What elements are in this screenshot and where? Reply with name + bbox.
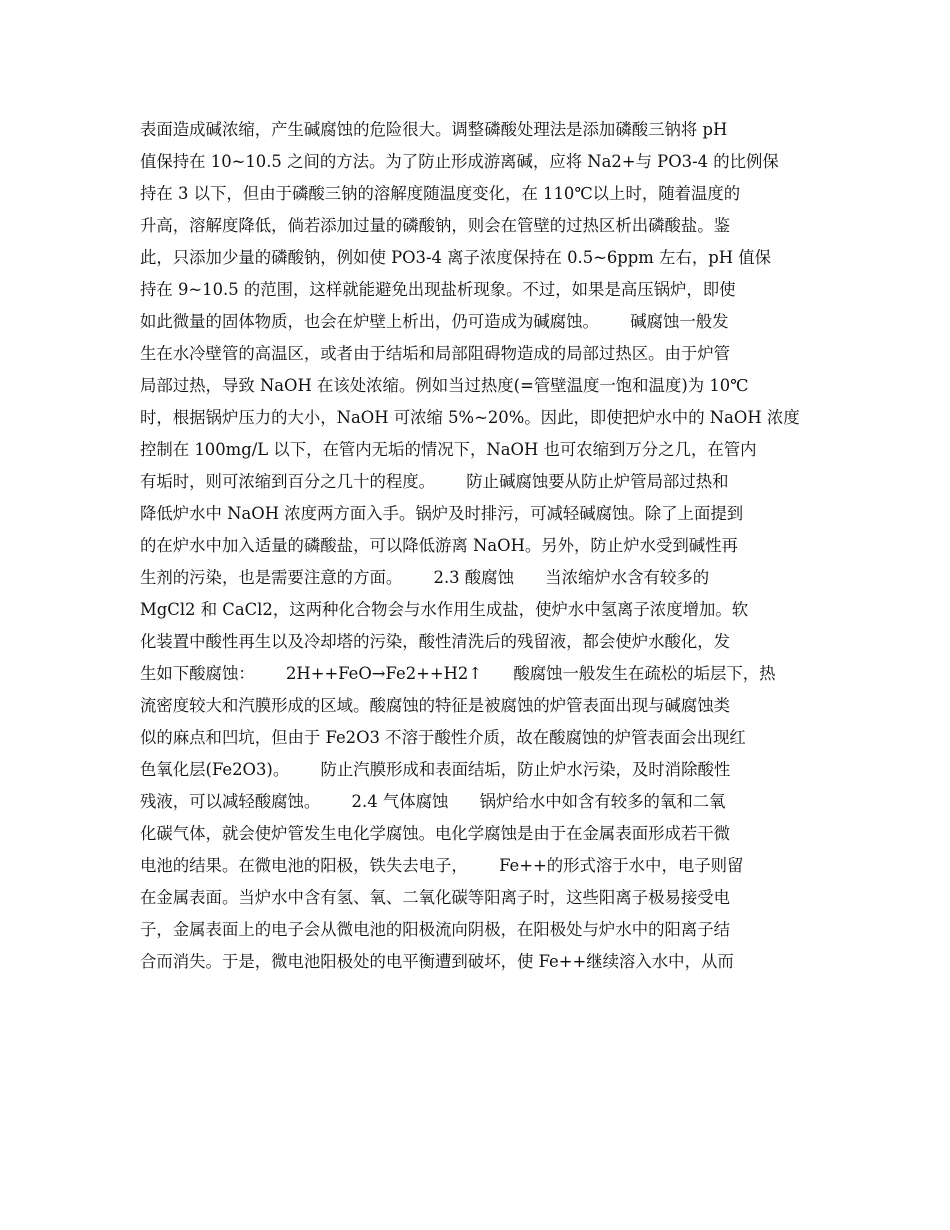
text-line: 的在炉水中加入适量的磷酸盐，可以降低游离 NaOH。另外，防止炉水受到碱性再 <box>140 536 738 555</box>
text-line: 表面造成碱浓缩，产生碱腐蚀的危险很大。调整磷酸处理法是添加磷酸三钠将 pH <box>140 120 728 139</box>
text-line: 电池的结果。在微电池的阳极，铁失去电子， Fe++的形式溶于水中，电子则留 <box>140 856 744 875</box>
text-line: 化碳气体，就会使炉管发生电化学腐蚀。电化学腐蚀是由于在金属表面形成若干微 <box>140 824 731 843</box>
text-line: MgCl2 和 CaCl2，这两种化合物会与水作用生成盐，使炉水中氢离子浓度增加。软 <box>140 600 749 619</box>
text-line: 生剂的污染，也是需要注意的方面。 2.3 酸腐蚀 当浓缩炉水含有较多的 <box>140 568 710 587</box>
text-line: 生在水冷壁管的高温区，或者由于结垢和局部阻碍物造成的局部过热区。由于炉管 <box>140 344 731 363</box>
text-line: 此，只添加少量的磷酸钠，例如使 PO3-4 离子浓度保持在 0.5~6ppm 左右，pH 值保 <box>140 248 771 267</box>
text-line: 流密度较大和汽膜形成的区域。酸腐蚀的特征是被腐蚀的炉管表面出现与碱腐蚀类 <box>140 696 731 715</box>
text-line: 合而消失。于是，微电池阳极处的电平衡遭到破坏，使 Fe++继续溶入水中，从而 <box>140 952 734 971</box>
text-line: 持在 3 以下，但由于磷酸三钠的溶解度随温度变化，在 110℃以上时，随着温度的 <box>140 184 741 203</box>
text-line: 似的麻点和凹坑，但由于 Fe2O3 不溶于酸性介质，故在酸腐蚀的炉管表面会出现红 <box>140 728 746 747</box>
text-line: 降低炉水中 NaOH 浓度两方面入手。锅炉及时排污，可减轻碱腐蚀。除了上面提到 <box>140 504 744 523</box>
text-line: 升高，溶解度降低，倘若添加过量的磷酸钠，则会在管壁的过热区析出磷酸盐。鉴 <box>140 216 731 235</box>
text-line: 时，根据锅炉压力的大小，NaOH 可浓缩 5%~20%。因此，即使把炉水中的 NaOH 浓度 <box>140 408 800 427</box>
text-line: 有垢时，则可浓缩到百分之几十的程度。 防止碱腐蚀要从防止炉管局部过热和 <box>140 472 729 491</box>
text-line: 残液，可以减轻酸腐蚀。 2.4 气体腐蚀 锅炉给水中如含有较多的氧和二氧 <box>140 792 726 811</box>
text-line: 值保持在 10~10.5 之间的方法。为了防止形成游离碱，应将 Na2+与 PO3-4 的比例保 <box>140 152 779 171</box>
text-line: 控制在 100mg/L 以下，在管内无垢的情况下，NaOH 也可农缩到万分之几，在管内 <box>140 440 757 459</box>
text-line: 子，金属表面上的电子会从微电池的阳极流向阴极，在阳极处与炉水中的阳离子结 <box>140 920 731 939</box>
text-line: 持在 9~10.5 的范围，这样就能避免出现盐析现象。不过，如果是高压锅炉，即使 <box>140 280 736 299</box>
text-line: 化装置中酸性再生以及冷却塔的污染，酸性清洗后的残留液，都会使炉水酸化，发 <box>140 632 731 651</box>
body-text <box>140 114 820 978</box>
text-line: 局部过热，导致 NaOH 在该处浓缩。例如当过热度(=管壁温度一饱和温度)为 10℃ <box>140 376 749 395</box>
text-line: 如此微量的固体物质，也会在炉壁上析出，仍可造成为碱腐蚀。 碱腐蚀一般发 <box>140 312 729 331</box>
text-line: 色氧化层(Fe2O3)。 防止汽膜形成和表面结垢，防止炉水污染，及时消除酸性 <box>140 760 731 779</box>
text-line: 生如下酸腐蚀： 2H++FeO→Fe2++H2↑ 酸腐蚀一般发生在疏松的垢层下，热 <box>140 664 776 683</box>
text-line: 在金属表面。当炉水中含有氢、氧、二氧化碳等阳离子时，这些阳离子极易接受电 <box>140 888 731 907</box>
